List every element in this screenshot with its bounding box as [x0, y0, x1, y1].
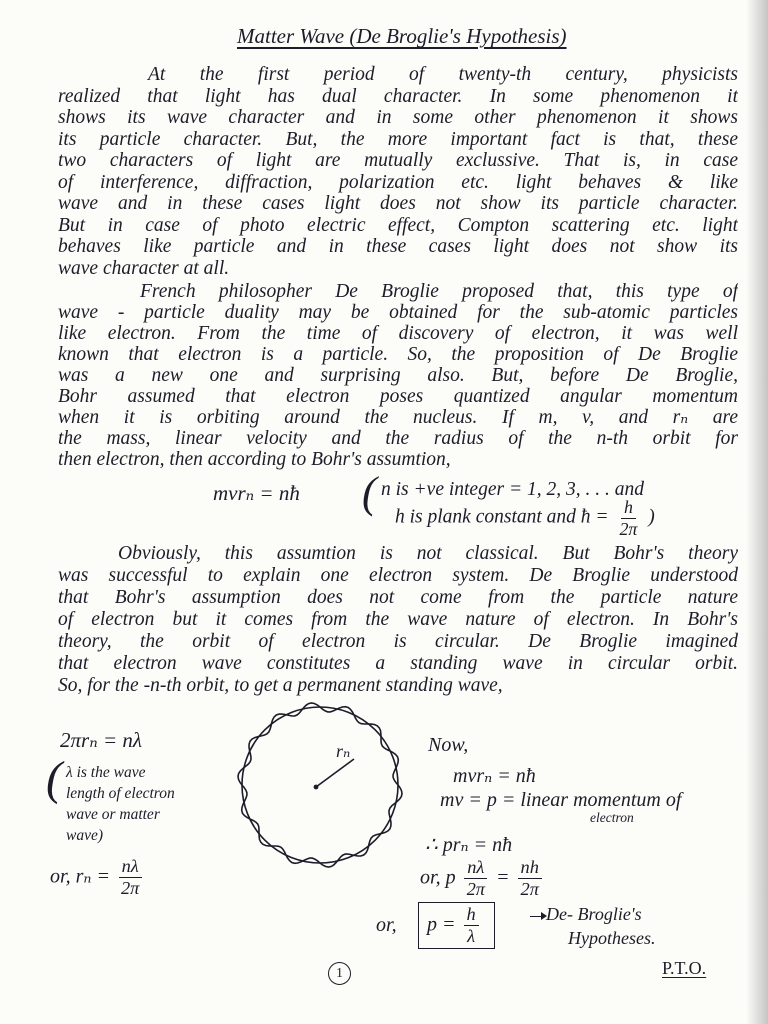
text-line: wave - particle duality may be obtained for the sub-atomic particles — [58, 302, 738, 323]
fraction — [518, 857, 542, 900]
bohr-quantization-equation: mvrₙ = nħ — [213, 481, 300, 505]
text-line: wave character at all. — [58, 257, 230, 279]
text-line: realized that light has dual character. In some phenomenon it — [58, 85, 738, 107]
derivation-equation-1: mvrₙ = nħ — [453, 765, 536, 787]
hbar-fraction — [616, 497, 640, 539]
text-line: that electron wave constitutes a standing wave in circular orbit. — [58, 653, 738, 674]
derivation-now: Now, — [428, 734, 469, 756]
radius-fraction — [118, 856, 142, 899]
page-title: Matter Wave (De Broglie's Hypothesis) — [237, 24, 567, 48]
text-line: then electron, then according to Bohr's assumtion, — [58, 449, 451, 470]
text-line: theory, the orbit of electron is circular. De Broglie imagined — [58, 631, 738, 652]
text-line: At the first period of twenty-th century, physicists — [148, 64, 738, 85]
paragraph-dual-nature-of-light — [58, 64, 738, 279]
bohr-note-open-paren: ( — [362, 468, 377, 517]
text-line: like electron. From the time of discovery of electron, it was well — [58, 323, 738, 344]
text-line: the mass, linear velocity and the radius of the n-th orbit for — [58, 428, 738, 449]
fraction-numerator: nλ — [119, 856, 142, 878]
text-line: But in case of photo electric effect, Compton scattering etc. light — [58, 214, 738, 236]
fraction-denominator: λ — [467, 926, 476, 947]
bohr-note-text: h is plank constant and ħ = — [395, 506, 609, 528]
bohr-note-close-paren: ) — [648, 506, 655, 528]
orbit-radius-result — [50, 856, 145, 899]
bohr-note-line-2 — [395, 497, 655, 539]
text-line: Obviously, this assumtion is not classical. But Bohr's theory — [118, 543, 738, 564]
paragraph-standing-wave — [58, 543, 738, 697]
page-number: 1 — [328, 962, 351, 985]
fraction — [464, 857, 488, 900]
text-line: of electron but it comes from the wave nature of electron. In Bohr's — [58, 609, 738, 630]
note-line: λ is the wave — [66, 764, 146, 781]
text-line: when it is orbiting around the nucleus. If m, v, and rₙ are — [58, 407, 738, 428]
fraction-denominator: 2π — [466, 879, 485, 900]
text-line: was successful to explain one electron system. De Broglie understood — [58, 565, 738, 586]
fraction-numerator: h — [464, 904, 479, 926]
de-broglie-result-box — [418, 902, 495, 949]
wavelength-note-open-paren: ( — [46, 752, 62, 805]
fraction-denominator: 2π — [120, 878, 140, 899]
nucleus-dot — [314, 785, 319, 790]
fraction-denominator: 2π — [520, 879, 539, 900]
derivation-equation-4 — [420, 857, 545, 900]
text-line: two characters of light are mutually exclussive. That is, in case — [58, 150, 738, 171]
wavelength-note — [66, 762, 175, 846]
result-prefix: or, rₙ = — [50, 865, 110, 888]
note-line: wave) — [66, 827, 104, 844]
text-line: French philosopher De Broglie proposed that, this type of — [140, 281, 738, 302]
equals-sign: = — [496, 866, 510, 889]
text-line: known that electron is a particle. So, the proposition of De Broglie — [58, 344, 738, 365]
please-turn-over: P.T.O. — [662, 958, 707, 978]
text-line: was a new one and surprising also. But, before De Broglie, — [58, 365, 738, 386]
text-line: its particle character. But, the more important fact is that, these — [58, 128, 738, 150]
standing-wave-orbit-diagram — [232, 695, 408, 877]
arrow-icon — [530, 916, 542, 917]
note-line: wave or matter — [66, 806, 160, 823]
text-line: of interference, diffraction, polarization etc. light behaves & like — [58, 171, 738, 193]
fraction-denominator: 2π — [619, 518, 638, 539]
text-line: shows its wave character and in some other phenomenon it shows — [58, 107, 738, 128]
fraction-numerator: h — [621, 497, 636, 519]
text-line: So, for the -n-th orbit, to get a permanent standing wave, — [58, 675, 503, 696]
result-label-line-1: De- Broglie's — [546, 904, 642, 924]
fraction-numerator: nλ — [464, 857, 487, 879]
text-line: Bohr assumed that electron poses quantized angular momentum — [58, 386, 738, 407]
text-line: behaves like particle and in these cases light does not show its — [58, 236, 738, 257]
fraction-numerator: nh — [518, 857, 542, 879]
note-line: length of electron — [66, 785, 175, 802]
text-line: that Bohr's assumption does not come from the particle nature — [58, 587, 738, 608]
derivation-equation-2: mv = p = linear momentum of — [440, 789, 682, 811]
text-line: wave and in these cases light does not show its particle character. — [58, 193, 738, 214]
page-edge-shadow — [746, 0, 768, 1024]
result-lhs: p = — [427, 913, 456, 936]
result-fraction — [464, 904, 479, 947]
radius-line — [316, 759, 354, 787]
bohr-note-line-1: n is +ve integer = 1, 2, 3, . . . and — [381, 479, 644, 500]
derivation-equation-3: ∴ prₙ = nħ — [425, 834, 513, 856]
result-prefix: or, — [376, 914, 397, 936]
standing-wave-condition: 2πrₙ = nλ — [60, 728, 142, 752]
derivation-equation-2-note: electron — [590, 810, 634, 825]
result-label-line-2: Hypotheses. — [568, 928, 656, 948]
paragraph-de-broglie-proposal — [58, 281, 738, 470]
equation-prefix: or, p — [420, 866, 456, 889]
radius-label: rₙ — [336, 741, 351, 761]
